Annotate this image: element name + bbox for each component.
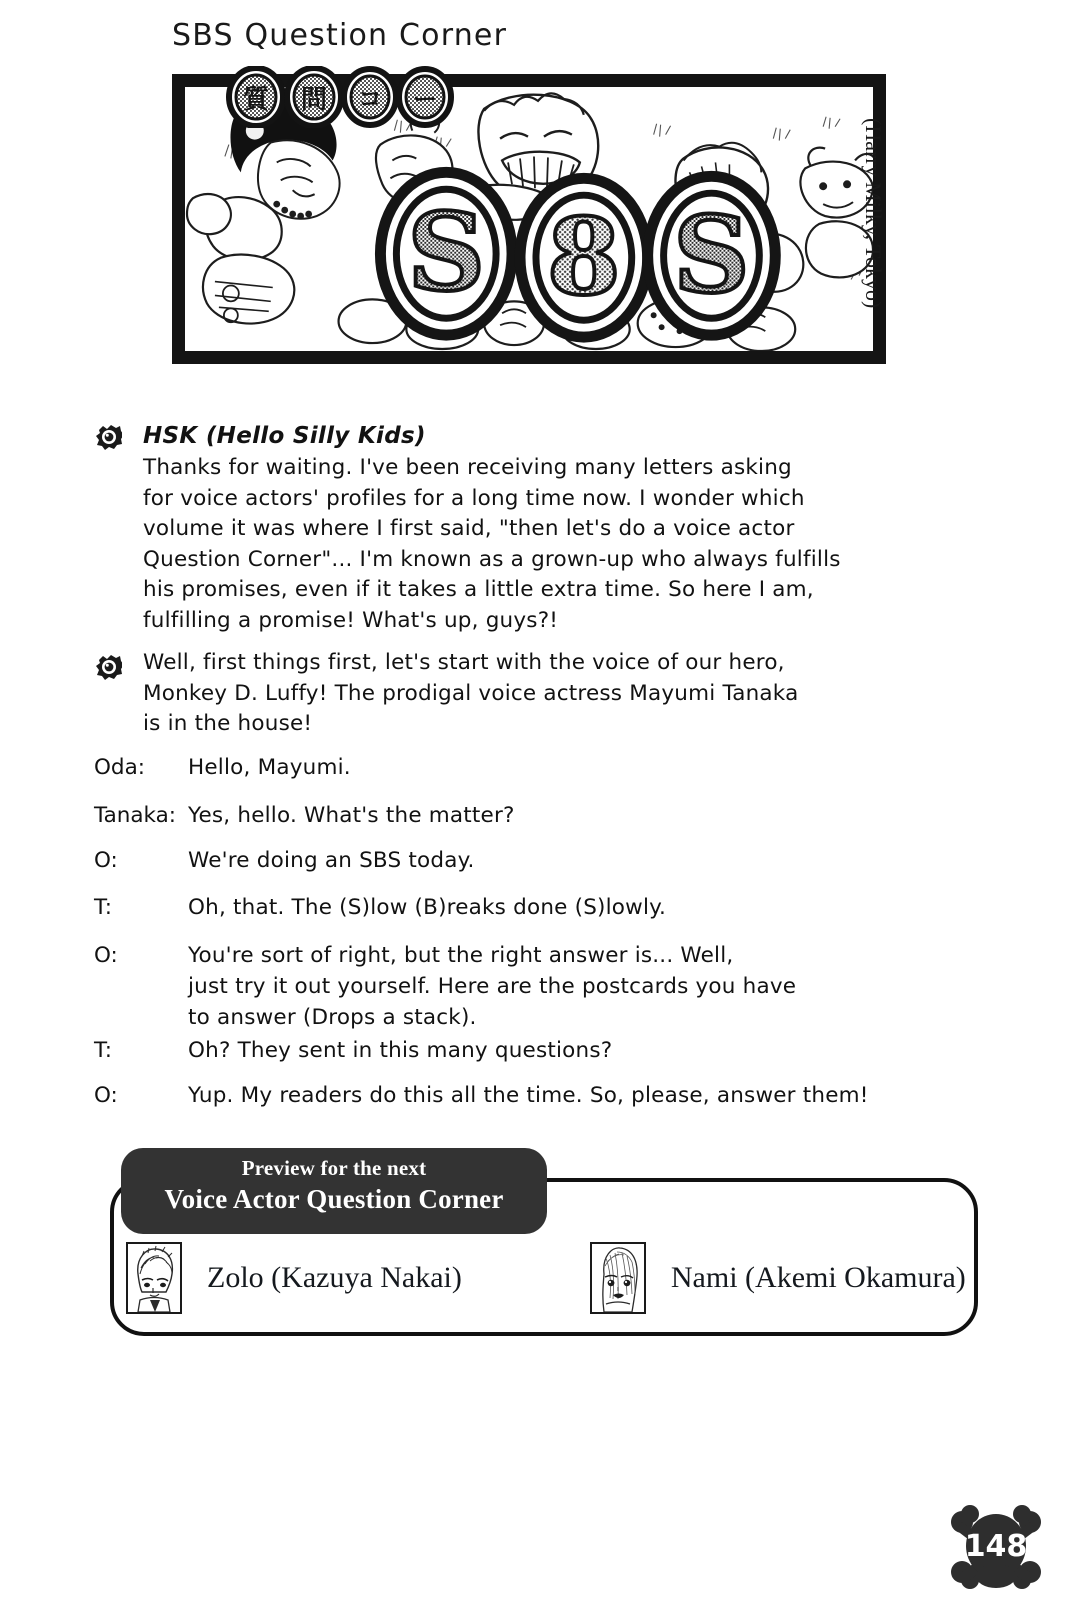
dialogue-line: You're sort of right, but the right answer is... Well,: [188, 943, 734, 968]
dialogue-text: [188, 1035, 974, 1066]
preview-label: [121, 1148, 547, 1234]
dialogue-speaker: T:: [94, 1038, 113, 1063]
dialogue-speaker: O:: [94, 943, 118, 968]
panel-attribution: (Harry Milky, Tokyo): [861, 118, 886, 309]
intro-line: Thanks for waiting. I've been receiving many letters asking: [143, 455, 792, 480]
nami-portrait: [590, 1242, 646, 1314]
svg-text:コ: コ: [358, 85, 382, 113]
dialogue-text: [188, 845, 974, 876]
dialogue-text: [188, 800, 974, 831]
dialogue-text: [188, 940, 974, 1033]
intro-line: Question Corner"... I'm known as a grown-up who always fulfills: [143, 546, 841, 572]
dialogue-line: Oh? They sent in this many questions?: [188, 1038, 613, 1063]
dialogue-line: Yup. My readers do this all the time. So, please, answer them!: [188, 1083, 869, 1108]
dialogue-text: [188, 752, 974, 783]
dialogue-speaker: Oda:: [94, 755, 145, 780]
svg-text:ー: ー: [413, 85, 437, 113]
dialogue-line: to answer (Drops a stack).: [188, 1005, 477, 1030]
preview-entry-zolo: [126, 1242, 462, 1314]
dialogue-row-oda-1: [94, 752, 974, 783]
intro-line: his promises, even if it takes a little extra time. So here I am,: [143, 577, 814, 602]
dialogue-line: We're doing an SBS today.: [188, 848, 475, 873]
dialogue-text: [188, 1080, 974, 1111]
svg-text:8: 8: [547, 194, 621, 319]
zolo-portrait: [126, 1242, 182, 1314]
second-paragraph-line: Monkey D. Luffy! The prodigal voice actress Mayumi Tanaka: [143, 680, 799, 706]
page-number-skull: [948, 1504, 1044, 1590]
page-number-text: 148: [964, 1529, 1028, 1564]
preview-entries: [110, 1232, 978, 1324]
intro-line: volume it was where I first said, "then let's do a voice actor: [143, 516, 795, 541]
preview-entry-name: Zolo (Kazuya Nakai): [207, 1261, 462, 1294]
dialogue-speaker: T:: [94, 895, 113, 920]
preview-label-line1: Preview for the next: [241, 1156, 427, 1180]
dialogue-row-tanaka-3: [94, 1035, 974, 1066]
dialogue-row-tanaka-1: [94, 800, 974, 831]
intro-paragraph: [143, 420, 953, 636]
dialogue-row-oda-2: [94, 845, 974, 876]
dialogue-row-oda-4: [94, 1080, 974, 1111]
intro-line: for voice actors' profiles for a long time now. I wonder which: [143, 485, 805, 511]
preview-label-line2: Voice Actor Question Corner: [164, 1184, 504, 1214]
page-title: SBS Question Corner: [172, 18, 508, 53]
svg-text:S: S: [673, 192, 750, 317]
dialogue-line: Hello, Mayumi.: [188, 755, 351, 780]
dialogue-line: Oh, that. The (S)low (B)reaks done (S)lowly.: [188, 895, 667, 920]
second-paragraph-line: is in the house!: [143, 711, 313, 736]
preview-entry-name: Nami (Akemi Okamura): [670, 1261, 966, 1294]
dialogue-row-oda-3: [94, 940, 974, 1033]
svg-text:S: S: [407, 189, 486, 316]
dialogue-line: just try it out yourself. Here are the postcards you have: [188, 974, 797, 999]
dialogue-row-tanaka-2: [94, 892, 974, 923]
dialogue-speaker: O:: [94, 848, 118, 873]
preview-entry-nami: [590, 1242, 966, 1314]
header-badge-row: [226, 66, 456, 128]
intro-heading: HSK (Hello Silly Kids): [143, 423, 426, 449]
second-paragraph: [143, 648, 953, 740]
sbs-bullet-icon-2: [96, 654, 122, 680]
sbs-bullet-icon-1: [96, 424, 122, 450]
dialogue-speaker: O:: [94, 1083, 118, 1108]
svg-text:質: 質: [242, 85, 270, 115]
svg-text:問: 問: [300, 85, 328, 115]
second-paragraph-line: Well, first things first, let's start with the voice of our hero,: [143, 650, 785, 675]
dialogue-line: Yes, hello. What's the matter?: [188, 803, 515, 828]
dialogue-text: [188, 892, 974, 923]
intro-line: fulfilling a promise! What's up, guys?!: [143, 607, 559, 633]
dialogue-speaker: Tanaka:: [94, 803, 177, 828]
